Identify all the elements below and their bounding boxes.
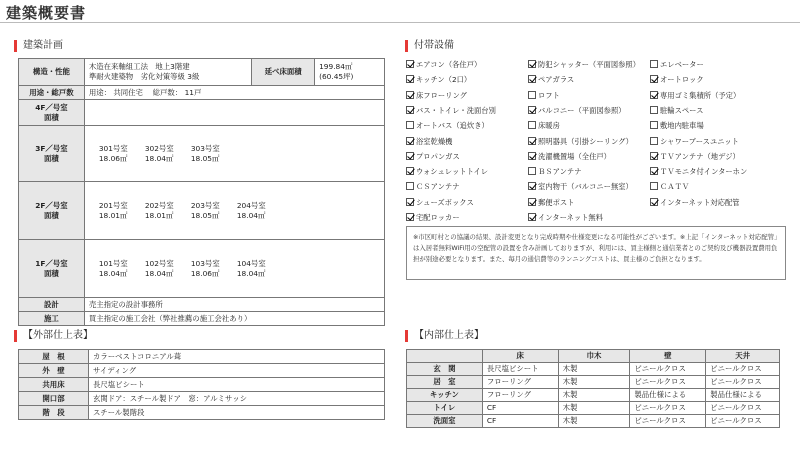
unit-cell <box>237 259 283 279</box>
unit-room: 102号室 <box>144 258 174 268</box>
checked-checkbox <box>528 152 536 160</box>
exterior-label: 共用床 <box>19 378 89 392</box>
interior-cell: 木製 <box>558 389 630 402</box>
exterior-value: スチール製階段 <box>89 406 385 420</box>
unit-area: 18.04㎡ <box>144 268 174 278</box>
equipment-item <box>406 211 460 224</box>
equipment-label: 敷地内駐車場 <box>660 121 704 131</box>
equipment-item <box>528 104 626 117</box>
equipment-label: 郵便ポスト <box>538 197 575 207</box>
interior-cell: 製品仕様による <box>630 389 706 402</box>
unit-room: 301号室 <box>98 143 128 153</box>
unchecked-checkbox <box>528 121 536 129</box>
unit-room: 201号室 <box>98 200 128 210</box>
unchecked-checkbox <box>650 106 658 114</box>
interior-cell: ビニールクロス <box>630 402 706 415</box>
equipment-item <box>406 119 489 132</box>
checked-checkbox <box>650 198 658 206</box>
floor-area-tsubo: (60.45坪) <box>319 72 354 81</box>
equipment-item <box>406 58 481 71</box>
interior-cell: ビニールクロス <box>706 363 780 376</box>
unchecked-checkbox <box>528 91 536 99</box>
equipment-label: ＣＳアンテナ <box>416 182 460 192</box>
checked-checkbox <box>406 60 414 68</box>
equipment-item <box>406 150 460 163</box>
unit-cell <box>99 201 145 221</box>
unchecked-checkbox <box>406 182 414 190</box>
unit-cell <box>145 144 191 164</box>
construction-label: 施工 <box>19 312 85 326</box>
equipment-item <box>650 119 704 132</box>
equipment-item <box>528 135 633 148</box>
checked-checkbox <box>528 106 536 114</box>
interior-header: 壁 <box>630 350 706 363</box>
equipment-item <box>650 104 703 117</box>
interior-cell: ビニールクロス <box>706 402 780 415</box>
equipment-item <box>406 73 471 86</box>
equipment-label: インターネット無料 <box>538 213 604 222</box>
checked-checkbox <box>406 167 414 175</box>
equipment-label: キッチン（2口） <box>416 75 472 85</box>
interior-table <box>406 349 780 428</box>
equipment-item <box>650 165 747 178</box>
unchecked-checkbox <box>650 137 658 145</box>
equipment-label: ペアガラス <box>538 75 575 85</box>
equipment-label: 専用ゴミ集積所（予定） <box>660 90 741 100</box>
unit-cell <box>191 259 237 279</box>
checked-checkbox <box>406 75 414 83</box>
equipment-label: 照明器具（引掛シーリング） <box>538 136 633 146</box>
section-title-interior: 【内部仕上表】 <box>405 330 484 342</box>
floor3-label: 3F／号室 面積 <box>19 126 85 182</box>
equipment-item <box>406 165 488 178</box>
interior-header: 巾木 <box>558 350 630 363</box>
unit-area: 18.06㎡ <box>190 268 220 278</box>
equipment-item <box>528 211 603 224</box>
floor4-units <box>84 100 384 126</box>
unit-area: 18.04㎡ <box>236 268 266 278</box>
unit-room: 103号室 <box>190 258 220 268</box>
unchecked-checkbox <box>650 60 658 68</box>
equipment-note: ※市区町村との協議の結果、設計変更となり完成時期や仕様変更になる可能性がございます。※上記「インターネット対応配管」は入居者無料WiFi用の空配管の設置を含み計画しておりますが、利用には、買主様側と通信業者とのご契約及び機器設置費用負担が別途必要となります。また、毎月の通信費等のランニングコストは、買主様のご負担となります。 <box>406 226 786 280</box>
equipment-item <box>528 89 560 102</box>
exterior-value: 長尺塩ビシート <box>89 378 385 392</box>
equipment-label: バス・トイレ・洗面台別 <box>416 105 496 115</box>
equipment-label: オートバス（追炊き） <box>416 121 489 131</box>
floor4-label: 4F／号室 面積 <box>19 100 85 126</box>
equipment-item <box>406 196 474 209</box>
equipment-label: オートロック <box>660 75 704 85</box>
title-divider <box>0 22 800 23</box>
checked-checkbox <box>650 75 658 83</box>
checked-checkbox <box>528 60 536 68</box>
exterior-value: カラーベストコロニアル葺 <box>89 350 385 364</box>
interior-cell: 木製 <box>558 376 630 389</box>
equipment-label: プロパンガス <box>416 151 460 161</box>
interior-cell: CF <box>482 415 558 428</box>
interior-cell: 製品仕様による <box>706 389 780 402</box>
equipment-item <box>528 150 611 163</box>
unit-area: 18.01㎡ <box>144 210 174 220</box>
checked-checkbox <box>528 137 536 145</box>
interior-cell: 木製 <box>558 402 630 415</box>
equipment-label: 床フローリング <box>416 90 467 100</box>
floor-area-label: 延べ床面積 <box>252 59 315 86</box>
section-title-equipment: 付帯設備 <box>405 40 454 52</box>
checked-checkbox <box>650 91 658 99</box>
design-label: 設計 <box>19 298 85 312</box>
structure-value <box>84 59 251 86</box>
unit-area: 18.04㎡ <box>98 268 128 278</box>
unit-cell <box>99 144 145 164</box>
equipment-label: バルコニー（平面図参照） <box>538 105 626 115</box>
structure-line2: 準耐火建築物 劣化対策等級 3級 <box>88 72 200 81</box>
checked-checkbox <box>406 198 414 206</box>
equipment-item <box>528 165 582 178</box>
interior-room: キッチン <box>407 389 483 402</box>
checked-checkbox <box>528 182 536 190</box>
unit-cell <box>191 201 237 221</box>
equipment-label: ロフト <box>538 90 560 100</box>
interior-header: 床 <box>482 350 558 363</box>
floor-area-value <box>315 59 385 86</box>
equipment-label: 宅配ロッカー <box>416 213 460 222</box>
checked-checkbox <box>406 106 414 114</box>
floor1-units <box>84 240 384 298</box>
equipment-item <box>650 58 704 71</box>
unit-cell <box>145 259 191 279</box>
unit-area: 18.05㎡ <box>190 210 220 220</box>
structure-label: 構造・性能 <box>19 59 85 86</box>
equipment-item <box>650 150 740 163</box>
page-title: 建築概要書 <box>6 4 87 22</box>
unit-cell <box>99 259 145 279</box>
checked-checkbox <box>528 75 536 83</box>
unit-room: 203号室 <box>190 200 220 210</box>
checked-checkbox <box>650 152 658 160</box>
use-label: 用途・総戸数 <box>19 86 85 100</box>
unit-room: 302号室 <box>144 143 174 153</box>
equipment-item <box>528 58 640 71</box>
interior-cell: 長尺塩ビシート <box>482 363 558 376</box>
equipment-label: 床暖房 <box>538 121 560 131</box>
interior-room: トイレ <box>407 402 483 415</box>
interior-cell: 木製 <box>558 415 630 428</box>
plan-table <box>18 58 385 326</box>
design-value: 売主指定の設計事務所 <box>84 298 384 312</box>
checked-checkbox <box>528 213 536 221</box>
exterior-label: 屋 根 <box>19 350 89 364</box>
interior-room: 玄 関 <box>407 363 483 376</box>
interior-cell: フローリング <box>482 376 558 389</box>
exterior-value: 玄関ドア：スチール製ドア 窓：アルミサッシ <box>89 392 385 406</box>
equipment-item <box>406 89 467 102</box>
equipment-label: ＴＶアンテナ（地デジ） <box>660 151 740 161</box>
unchecked-checkbox <box>406 121 414 129</box>
exterior-table <box>18 349 385 420</box>
equipment-label: シューズボックス <box>416 197 474 207</box>
checked-checkbox <box>406 137 414 145</box>
unchecked-checkbox <box>528 167 536 175</box>
equipment-label: エレベーター <box>660 60 704 69</box>
section-title-exterior: 【外部仕上表】 <box>14 330 93 342</box>
equipment-label: 室内物干（バルコニー無室） <box>538 182 633 192</box>
interior-cell: ビニールクロス <box>630 415 706 428</box>
unchecked-checkbox <box>650 121 658 129</box>
equipment-item <box>650 89 740 102</box>
floor2-units <box>84 182 384 240</box>
section-title-plan: 建築計画 <box>14 40 63 52</box>
checked-checkbox <box>406 91 414 99</box>
exterior-value: サイディング <box>89 364 385 378</box>
interior-cell: ビニールクロス <box>630 376 706 389</box>
unit-room: 202号室 <box>144 200 174 210</box>
equipment-label: ＣＡＴＶ <box>660 182 690 192</box>
unit-room: 104号室 <box>236 258 266 268</box>
construction-value: 買主指定の施工会社（弊社推薦の施工会社あり） <box>84 312 384 326</box>
interior-cell: CF <box>482 402 558 415</box>
equipment-label: インターネット対応配管 <box>660 197 740 207</box>
equipment-item <box>528 119 560 132</box>
equipment-item <box>528 196 574 209</box>
exterior-label: 外 壁 <box>19 364 89 378</box>
interior-cell: ビニールクロス <box>706 415 780 428</box>
equipment-label: 駐輪スペース <box>660 105 704 115</box>
unit-area: 18.05㎡ <box>190 153 220 163</box>
interior-cell: ビニールクロス <box>630 363 706 376</box>
unit-cell <box>237 201 283 221</box>
exterior-label: 階 段 <box>19 406 89 420</box>
equipment-label: シャワーブースユニット <box>660 136 739 146</box>
use-value: 用途： 共同住宅 総戸数： 11戸 <box>84 86 384 100</box>
equipment-label: ＢＳアンテナ <box>538 167 582 177</box>
interior-cell: ビニールクロス <box>706 376 780 389</box>
checked-checkbox <box>406 152 414 160</box>
equipment-item <box>528 73 574 86</box>
unit-cell <box>191 144 237 164</box>
equipment-item <box>650 73 704 86</box>
unit-area: 18.06㎡ <box>98 153 128 163</box>
checked-checkbox <box>650 167 658 175</box>
interior-cell: 木製 <box>558 363 630 376</box>
structure-line1: 木造在来軸組工法 地上3階建 <box>88 62 190 71</box>
equipment-label: 浴室乾燥機 <box>416 136 453 146</box>
checked-checkbox <box>528 198 536 206</box>
unit-area: 18.01㎡ <box>98 210 128 220</box>
interior-cell: フローリング <box>482 389 558 402</box>
interior-room: 居 室 <box>407 376 483 389</box>
equipment-item <box>406 180 460 193</box>
unit-room: 101号室 <box>98 258 128 268</box>
unit-area: 18.04㎡ <box>144 153 174 163</box>
interior-header <box>407 350 483 363</box>
exterior-label: 開口部 <box>19 392 89 406</box>
floor2-label: 2F／号室 面積 <box>19 182 85 240</box>
equipment-item <box>650 196 740 209</box>
interior-header: 天井 <box>706 350 780 363</box>
unit-area: 18.04㎡ <box>236 210 266 220</box>
unit-cell <box>145 201 191 221</box>
equipment-item <box>406 135 452 148</box>
equipment-label: ＴＶモニタ付インターホン <box>660 167 748 177</box>
equipment-label: ウォシュレットトイレ <box>416 167 489 177</box>
checked-checkbox <box>406 213 414 221</box>
equipment-item <box>528 180 633 193</box>
equipment-label: 洗濯機置場（全住戸） <box>538 151 611 161</box>
equipment-item <box>650 135 739 148</box>
floor1-label: 1F／号室 面積 <box>19 240 85 298</box>
interior-room: 洗面室 <box>407 415 483 428</box>
floor-area-m2: 199.84㎡ <box>319 62 353 71</box>
equipment-item <box>650 180 689 193</box>
unit-room: 303号室 <box>190 143 220 153</box>
unit-room: 204号室 <box>236 200 266 210</box>
unchecked-checkbox <box>650 182 658 190</box>
equipment-label: 防犯シャッター（平面図参照） <box>538 60 641 69</box>
equipment-item <box>406 104 496 117</box>
floor3-units <box>84 126 384 182</box>
equipment-label: エアコン（各住戸） <box>416 60 482 69</box>
